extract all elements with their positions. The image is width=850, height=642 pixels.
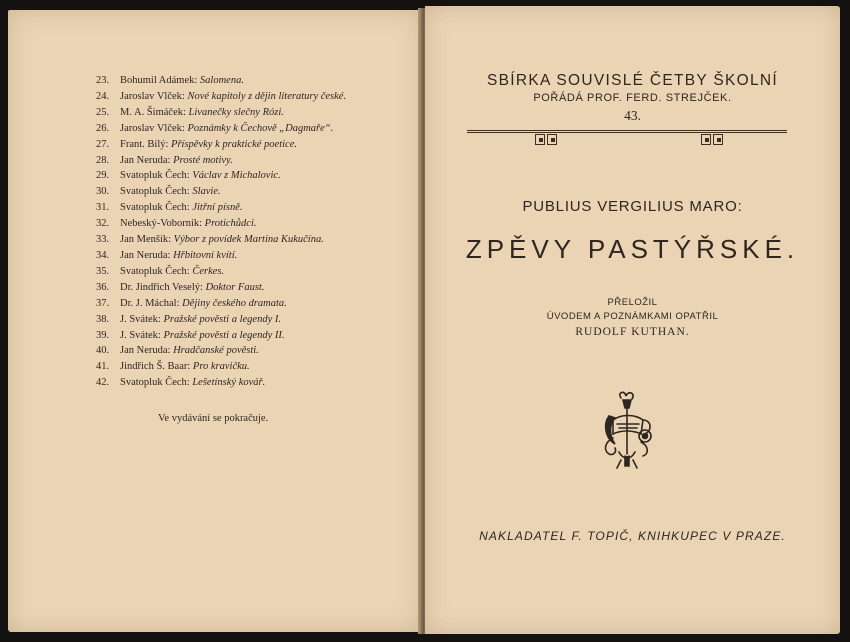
book-title: ZPĚVY PASTÝŘSKÉ. xyxy=(465,234,800,264)
list-item: 30. Svatopluk Čech: Slavie. xyxy=(96,186,221,198)
translator-note-line-2: ÚVODEM A POZNÁMKAMI OPATŘIL xyxy=(546,310,719,322)
list-item: 28. Jan Neruda: Prosté motivy. xyxy=(96,154,233,166)
double-rule-bottom xyxy=(467,132,787,133)
book-author: PUBLIUS VERGILIUS MARO: xyxy=(522,198,743,215)
series-name: SBÍRKA SOUVISLÉ ČETBY ŠKOLNÍ xyxy=(486,72,779,89)
publisher-line: NAKLADATEL F. TOPIČ, KNIHKUPEC V PRAZE. xyxy=(479,529,786,543)
list-item: 23. Bohumil Adámek: Salomena. xyxy=(96,75,244,86)
series-list xyxy=(96,73,346,391)
list-item: 37. Dr. J. Máchal: Dějiny českého dramata. xyxy=(96,297,287,309)
double-rule-top xyxy=(467,130,787,131)
list-item: 24. Jaroslav Vlček: Nové kapitoly z dějin literatury české. xyxy=(96,90,347,102)
list-item: 31. Svatopluk Čech: Jitřní písně. xyxy=(96,202,243,214)
list-item: 41. Jindřich Š. Baar: Pro kravičku. xyxy=(96,361,250,373)
list-item: 36. Dr. Jindřich Veselý: Doktor Faust. xyxy=(96,281,265,293)
list-item: 25. M. A. Šimáček: Livanečky slečny Rózi. xyxy=(96,106,284,118)
list-item: 42. Svatopluk Čech: Lešetínský kovář. xyxy=(96,377,266,389)
list-item: 34. Jan Neruda: Hřbitovní kvítí. xyxy=(96,249,238,261)
continuation-note: Ve vydávání se pokračuje. xyxy=(158,413,269,424)
editor-line: POŘÁDÁ PROF. FERD. STREJČEK. xyxy=(533,92,732,104)
list-item: 32. Nebeský-Voborník: Protichůdci. xyxy=(96,218,257,230)
left-page xyxy=(8,10,421,632)
list-item: 27. Frant. Bílý: Příspěvky k praktické poetice. xyxy=(96,138,297,150)
ornament-right-icon xyxy=(701,134,723,145)
ornament-left-icon xyxy=(535,134,557,145)
list-item: 29. Svatopluk Čech: Václav z Michalovic. xyxy=(96,170,281,182)
list-item: 38. J. Svátek: Pražské pověsti a legendy I. xyxy=(96,313,281,325)
list-item: 35. Svatopluk Čech: Čerkes. xyxy=(96,265,225,277)
list-item: 33. Jan Menšík: Výbor z povídek Martina Kukučína. xyxy=(96,234,324,246)
translator-name: RUDOLF KUTHAN. xyxy=(575,326,690,338)
list-item: 39. J. Svátek: Pražské pověsti a legendy II. xyxy=(96,329,285,341)
translator-note-line-1: PŘELOŽIL xyxy=(607,297,658,308)
translator-note xyxy=(425,296,840,323)
right-page xyxy=(425,6,840,634)
publisher-emblem-icon xyxy=(595,390,659,472)
volume-number: 43. xyxy=(624,108,641,123)
list-item: 26. Jaroslav Vlček: Poznámky k Čechově „Dagmaře“. xyxy=(96,122,334,134)
list-item: 40. Jan Neruda: Hradčanské pověsti. xyxy=(96,345,259,357)
